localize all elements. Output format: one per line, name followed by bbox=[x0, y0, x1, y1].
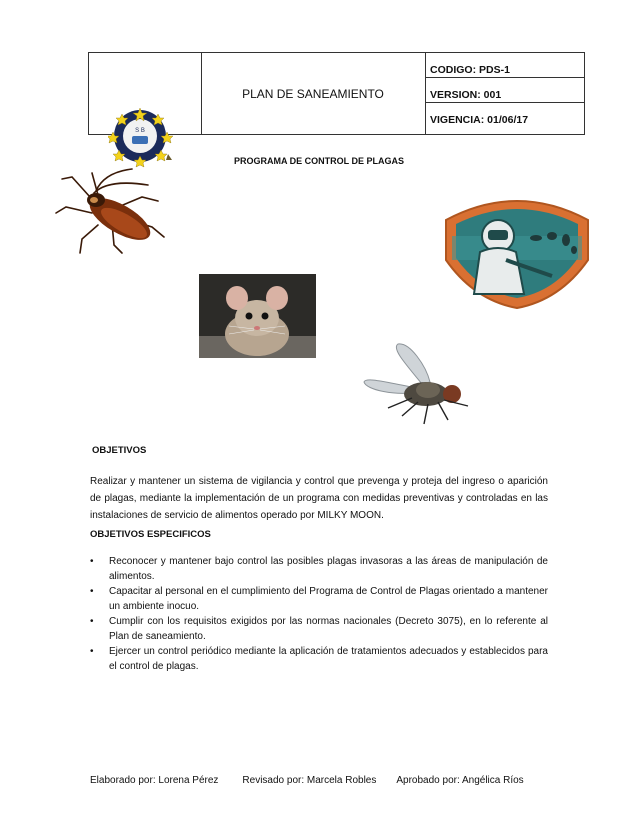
specific-objectives-heading: OBJETIVOS ESPECIFICOS bbox=[90, 529, 211, 540]
logo-text: S B bbox=[135, 128, 145, 134]
fly-image bbox=[352, 340, 482, 430]
approved-by: Aprobado por: Angélica Ríos bbox=[396, 775, 524, 786]
metadata-cell bbox=[426, 53, 584, 134]
mouse-image bbox=[199, 274, 316, 358]
objectives-paragraph: Realizar y mantener un sistema de vigilancia y control que prevenga y proteja del ingreso o aparición de plagas, mediante la implementación de un programa con medidas preventivas y controladas en las instalaciones de servicio de alimentos operado por MILKY MOON. bbox=[90, 476, 548, 521]
version-field: VERSION: 001 bbox=[426, 78, 584, 103]
document-title: PLAN DE SANEAMIENTO bbox=[242, 87, 384, 101]
validity-field: VIGENCIA: 01/06/17 bbox=[430, 114, 529, 126]
bullet-icon: • bbox=[90, 646, 94, 657]
bullet-icon: • bbox=[90, 616, 94, 627]
document-footer bbox=[90, 775, 524, 786]
list-item: • Reconocer y mantener bajo control las posibles plagas invasoras a las áreas de manipulación de alimentos. bbox=[90, 556, 548, 582]
list-item: • Ejercer un control periódico mediante la aplicación de tratamientos adecuados y establecidos para el control de plagas. bbox=[90, 646, 548, 672]
list-item: • Cumplir con los requisitos exigidos por las normas nacionales (Decreto 3075), en lo referente al Plan de saneamiento. bbox=[90, 616, 548, 642]
program-subtitle: PROGRAMA DE CONTROL DE PLAGAS bbox=[233, 156, 404, 166]
bullet-icon: • bbox=[90, 586, 94, 597]
title-cell bbox=[201, 53, 426, 134]
reviewed-by: Revisado por: Marcela Robles bbox=[242, 775, 377, 786]
prepared-by: Elaborado por: Lorena Pérez bbox=[90, 775, 219, 786]
code-field: CODIGO: PDS-1 bbox=[426, 53, 584, 78]
specific-objectives-list bbox=[90, 554, 548, 674]
pest-control-logo bbox=[440, 190, 594, 310]
objectives-heading: OBJETIVOS bbox=[92, 445, 147, 456]
bullet-icon: • bbox=[90, 556, 94, 567]
cockroach-image bbox=[52, 167, 170, 257]
list-item: • Capacitar al personal en el cumplimiento del Programa de Control de Plagas orientado a mantener un ambiente inocuo. bbox=[90, 586, 548, 612]
